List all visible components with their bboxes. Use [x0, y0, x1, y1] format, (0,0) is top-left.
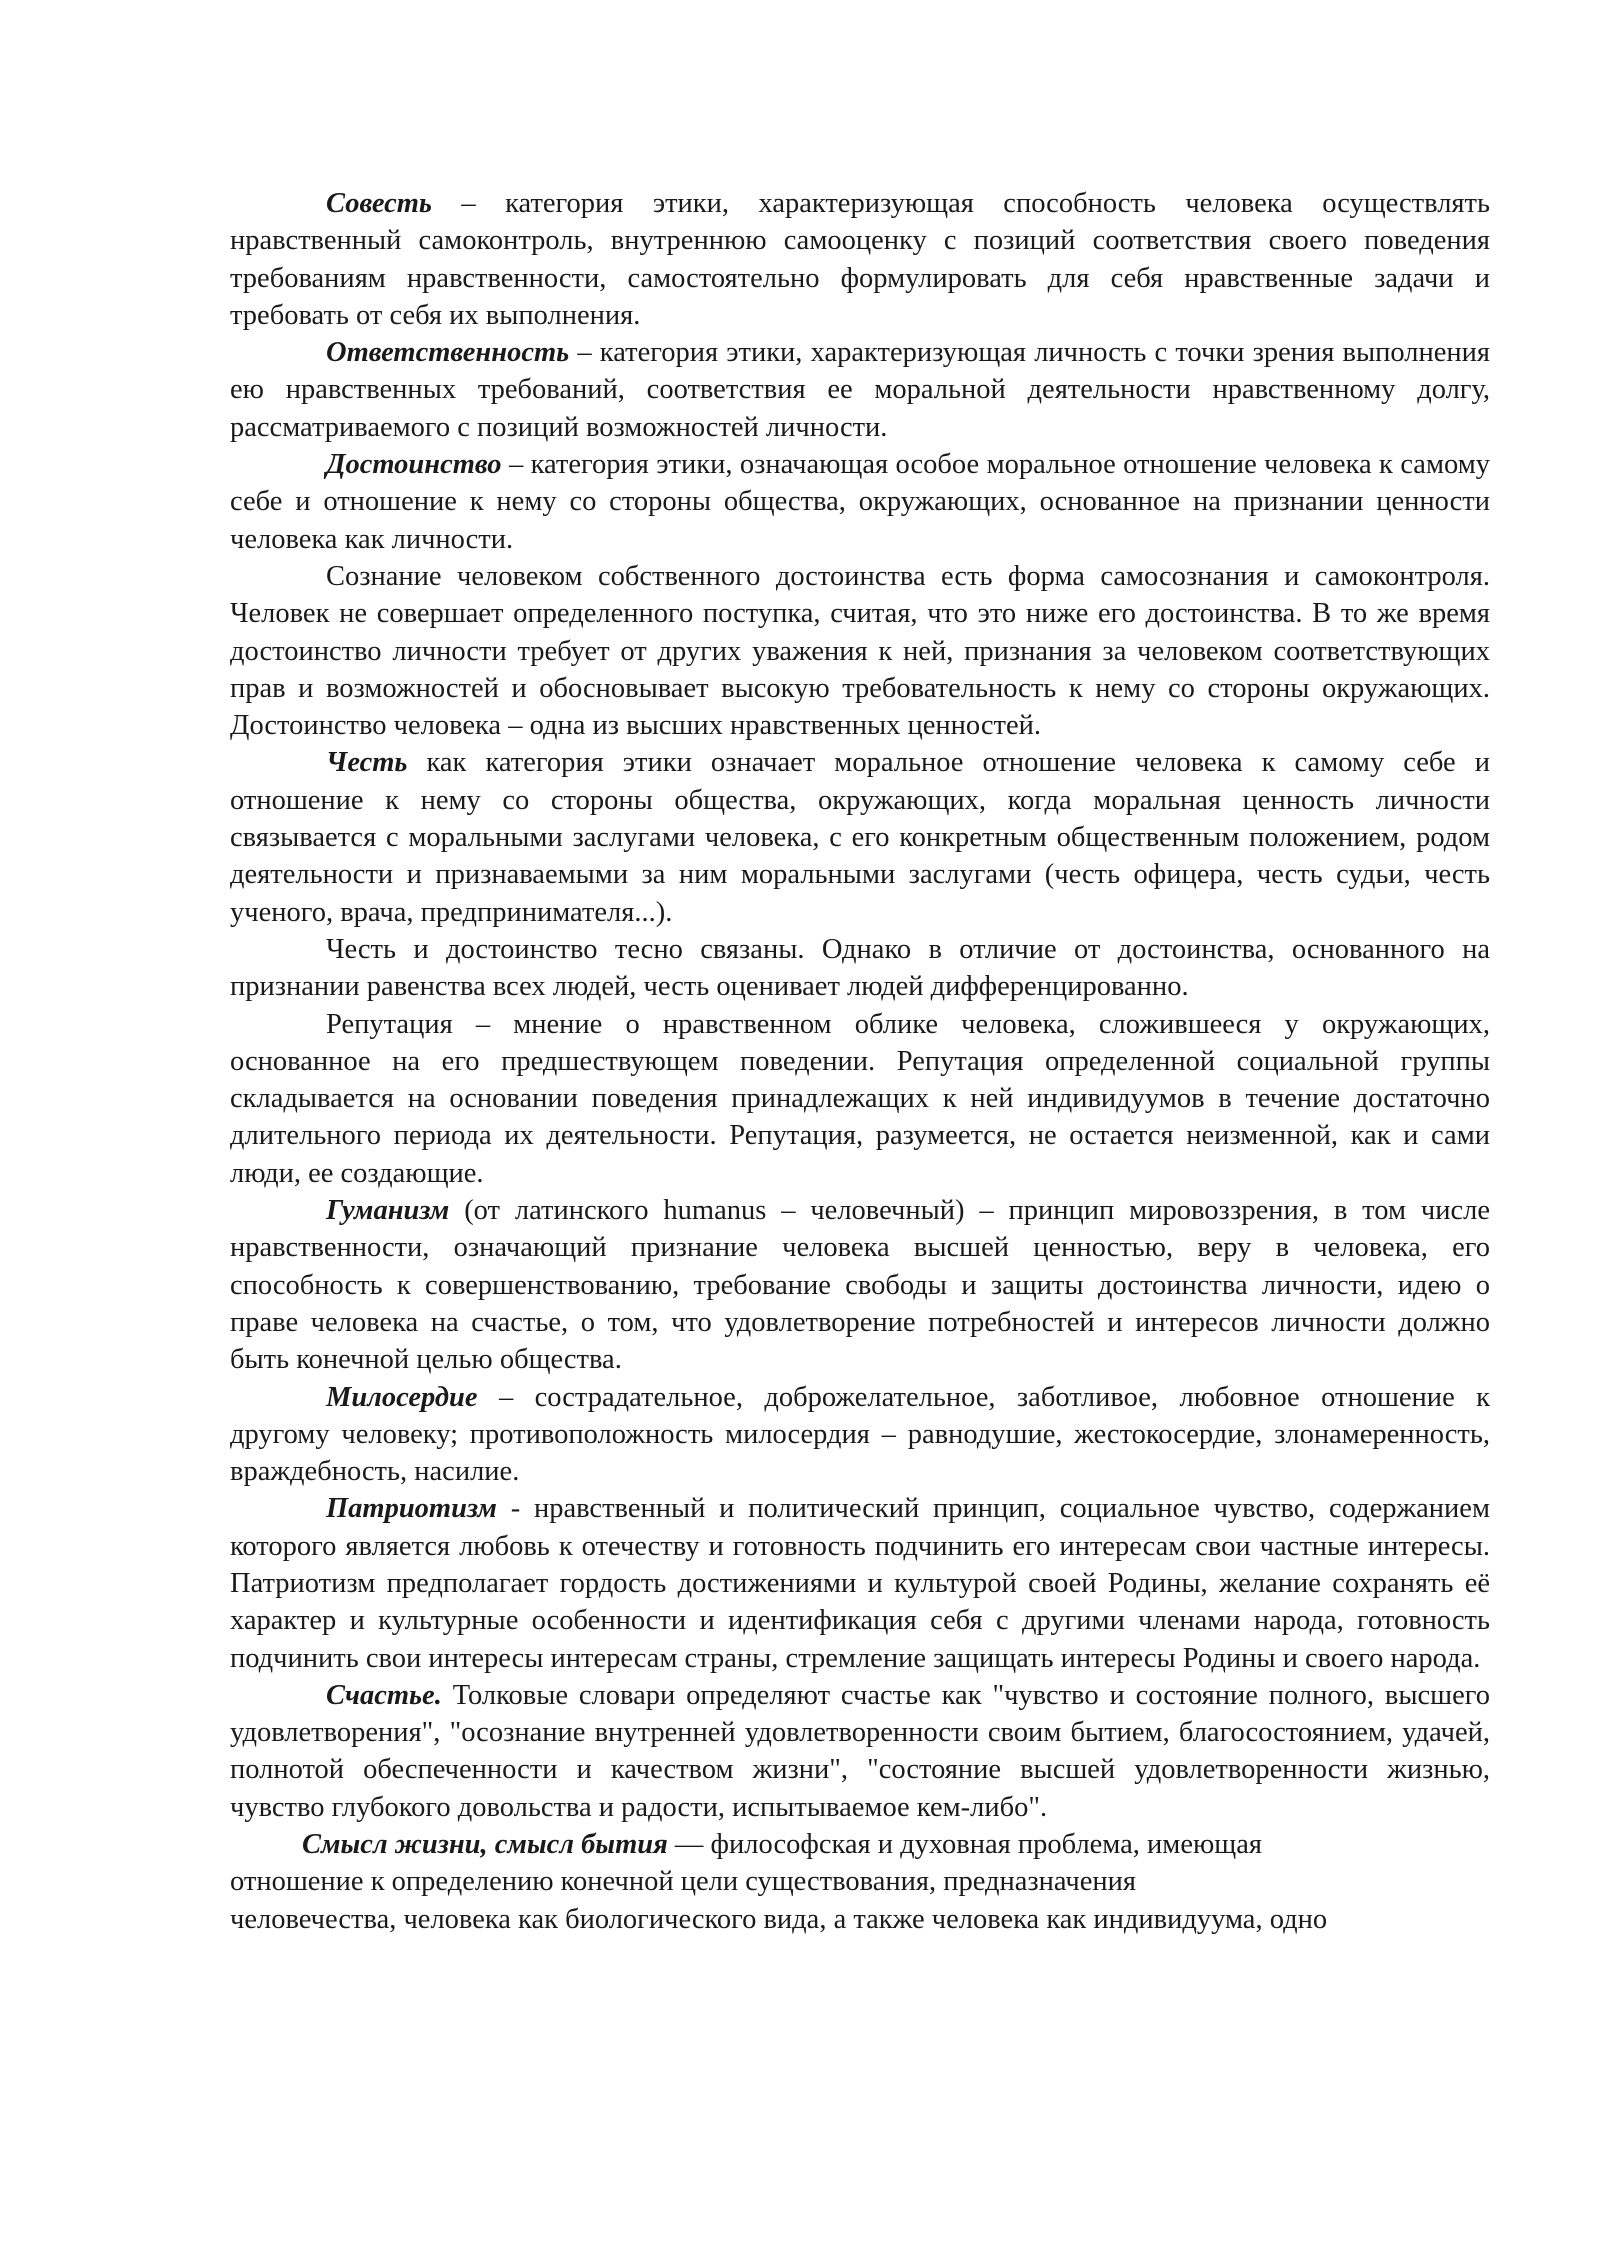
term-dostoinstvo: Достоинство [326, 449, 502, 481]
paragraph-line [230, 1826, 1470, 1863]
paragraph-text: – категория этики, означающая особое моральное отношение человека к самому себе и отношение к нему со стороны общества, окружающих, основанное на признании ценности человека как личности. [230, 449, 1490, 555]
paragraph-text: Репутация – мнение о нравственном облике человека, сложившееся у окружающих, основанное на его предшествующем поведении. Репутация определенной социальной группы складывается на основании поведения принадлежащих к ней индивидуумов в течение достаточно длительного периода их деятельности. Репутация, разумеется, не остается неизменной, как и сами люди, ее создающие. [230, 1008, 1490, 1189]
paragraph-chest [230, 744, 1490, 930]
paragraph-text: — философская и духовная проблема, имеющая [667, 1829, 1262, 1861]
paragraph-miloserdie [230, 1379, 1490, 1491]
paragraph-soznanie [230, 558, 1490, 744]
paragraph-dostoinstvo [230, 446, 1490, 558]
document-page [230, 185, 1490, 1938]
paragraph-otvetstvennost [230, 334, 1490, 446]
paragraph-schastie [230, 1677, 1490, 1826]
paragraph-reputaciya [230, 1006, 1490, 1192]
paragraph-text: – сострадательное, доброжелательное, заботливое, любовное отношение к другому человеку; противоположность милосердия – равнодушие, жестокосердие, злонамеренность, враждебность, насилие. [230, 1381, 1490, 1488]
paragraph-text: Честь и достоинство тесно связаны. Однако в отличие от достоинства, основанного на признании равенства всех людей, честь оценивает людей дифференцированно. [230, 933, 1490, 1003]
paragraph-line: человечества, человека как биологического вида, а также человека как индивидуума, одно [230, 1903, 1328, 1935]
paragraph-text: – категория этики, характеризующая личность с точки зрения выполнения ею нравственных требований, соответствия ее моральной деятельности нравственному долгу, рассматриваемого с позиций возможностей личности. [230, 337, 1490, 443]
term-miloserdie: Милосердие [326, 1381, 478, 1413]
paragraph-gumanizm [230, 1192, 1490, 1378]
paragraph-text: – категория этики, характеризующая способность человека осуществлять нравственный самоконтроль, внутреннюю самооценку с позиций соответствия своего поведения требованиям нравственности, самостоятельно формулировать для себя нравственные задачи и требовать от себя их выполнения. [230, 188, 1490, 331]
paragraph-patriotizm [230, 1490, 1490, 1676]
term-schastie: Счастье. [326, 1679, 442, 1711]
paragraph-text: Толковые словари определяют счастье как "чувство и состояние полного, высшего удовлетворения", "осознание внутренней удовлетворенности своим бытием, благосостоянием, удачей, полнотой обеспеченности и качеством жизни", "состояние высшей удовлетворенности жизнью, чувство глубокого довольства и радости, испытываемое кем-либо". [230, 1679, 1490, 1823]
term-otvetstvennost: Ответственность [326, 337, 570, 369]
paragraph-text: - нравственный и политический принцип, социальное чувство, содержанием которого является любовь к отечеству и готовность подчинить его интересам свои частные интересы. Патриотизм предполагает гордость достижениями и культурой своей Родины, желание сохранять её характер и культурные особенности и идентификация себя с другими членами народа, готовность подчинить свои интересы интересам страны, стремление защищать интересы Родины и своего народа. [230, 1493, 1490, 1674]
paragraph-text: как категория этики означает моральное отношение человека к самому себе и отношение к нему со стороны общества, окружающих, когда моральная ценность личности связывается с моральными заслугами человека, с его конкретным общественным положением, родом деятельности и признаваемыми за ним моральными заслугами (честь офицера, честь судьи, честь ученого, врача, предпринимателя...). [230, 747, 1490, 928]
paragraph-text: Сознание человеком собственного достоинства есть форма самосознания и самоконтроля. Человек не совершает определенного поступка, считая, что это ниже его достоинства. В то же время достоинство личности требует от других уважения к ней, признания за человеком соответствующих прав и возможностей и обосновывает высокую требовательность к нему со стороны окружающих. Достоинство человека – одна из высших нравственных ценностей. [230, 560, 1490, 742]
term-patriotizm: Патриотизм [326, 1493, 497, 1525]
term-gumanizm: Гуманизм [326, 1195, 450, 1227]
paragraph-line: отношение к определению конечной цели существования, предназначения [230, 1866, 1137, 1898]
term-sovest: Совесть [326, 188, 432, 219]
paragraph-smysl-zhizni [230, 1826, 1470, 1938]
paragraph-chest-i-dostoinstvo [230, 931, 1490, 1006]
term-smysl-zhizni: Смысл жизни, смысл бытия [302, 1829, 668, 1861]
paragraph-sovest [230, 185, 1490, 334]
paragraph-text: (от латинского humanus – человечный) – принцип мировоззрения, в том числе нравственности, означающий признание человека высшей ценностью, веру в человека, его способность к совершенствованию, требование свободы и защиты достоинства личности, идею о праве человека на счастье, о том, что удовлетворение потребностей и интересов личности должно быть конечной целью общества. [230, 1195, 1490, 1376]
term-chest: Честь [326, 747, 408, 779]
